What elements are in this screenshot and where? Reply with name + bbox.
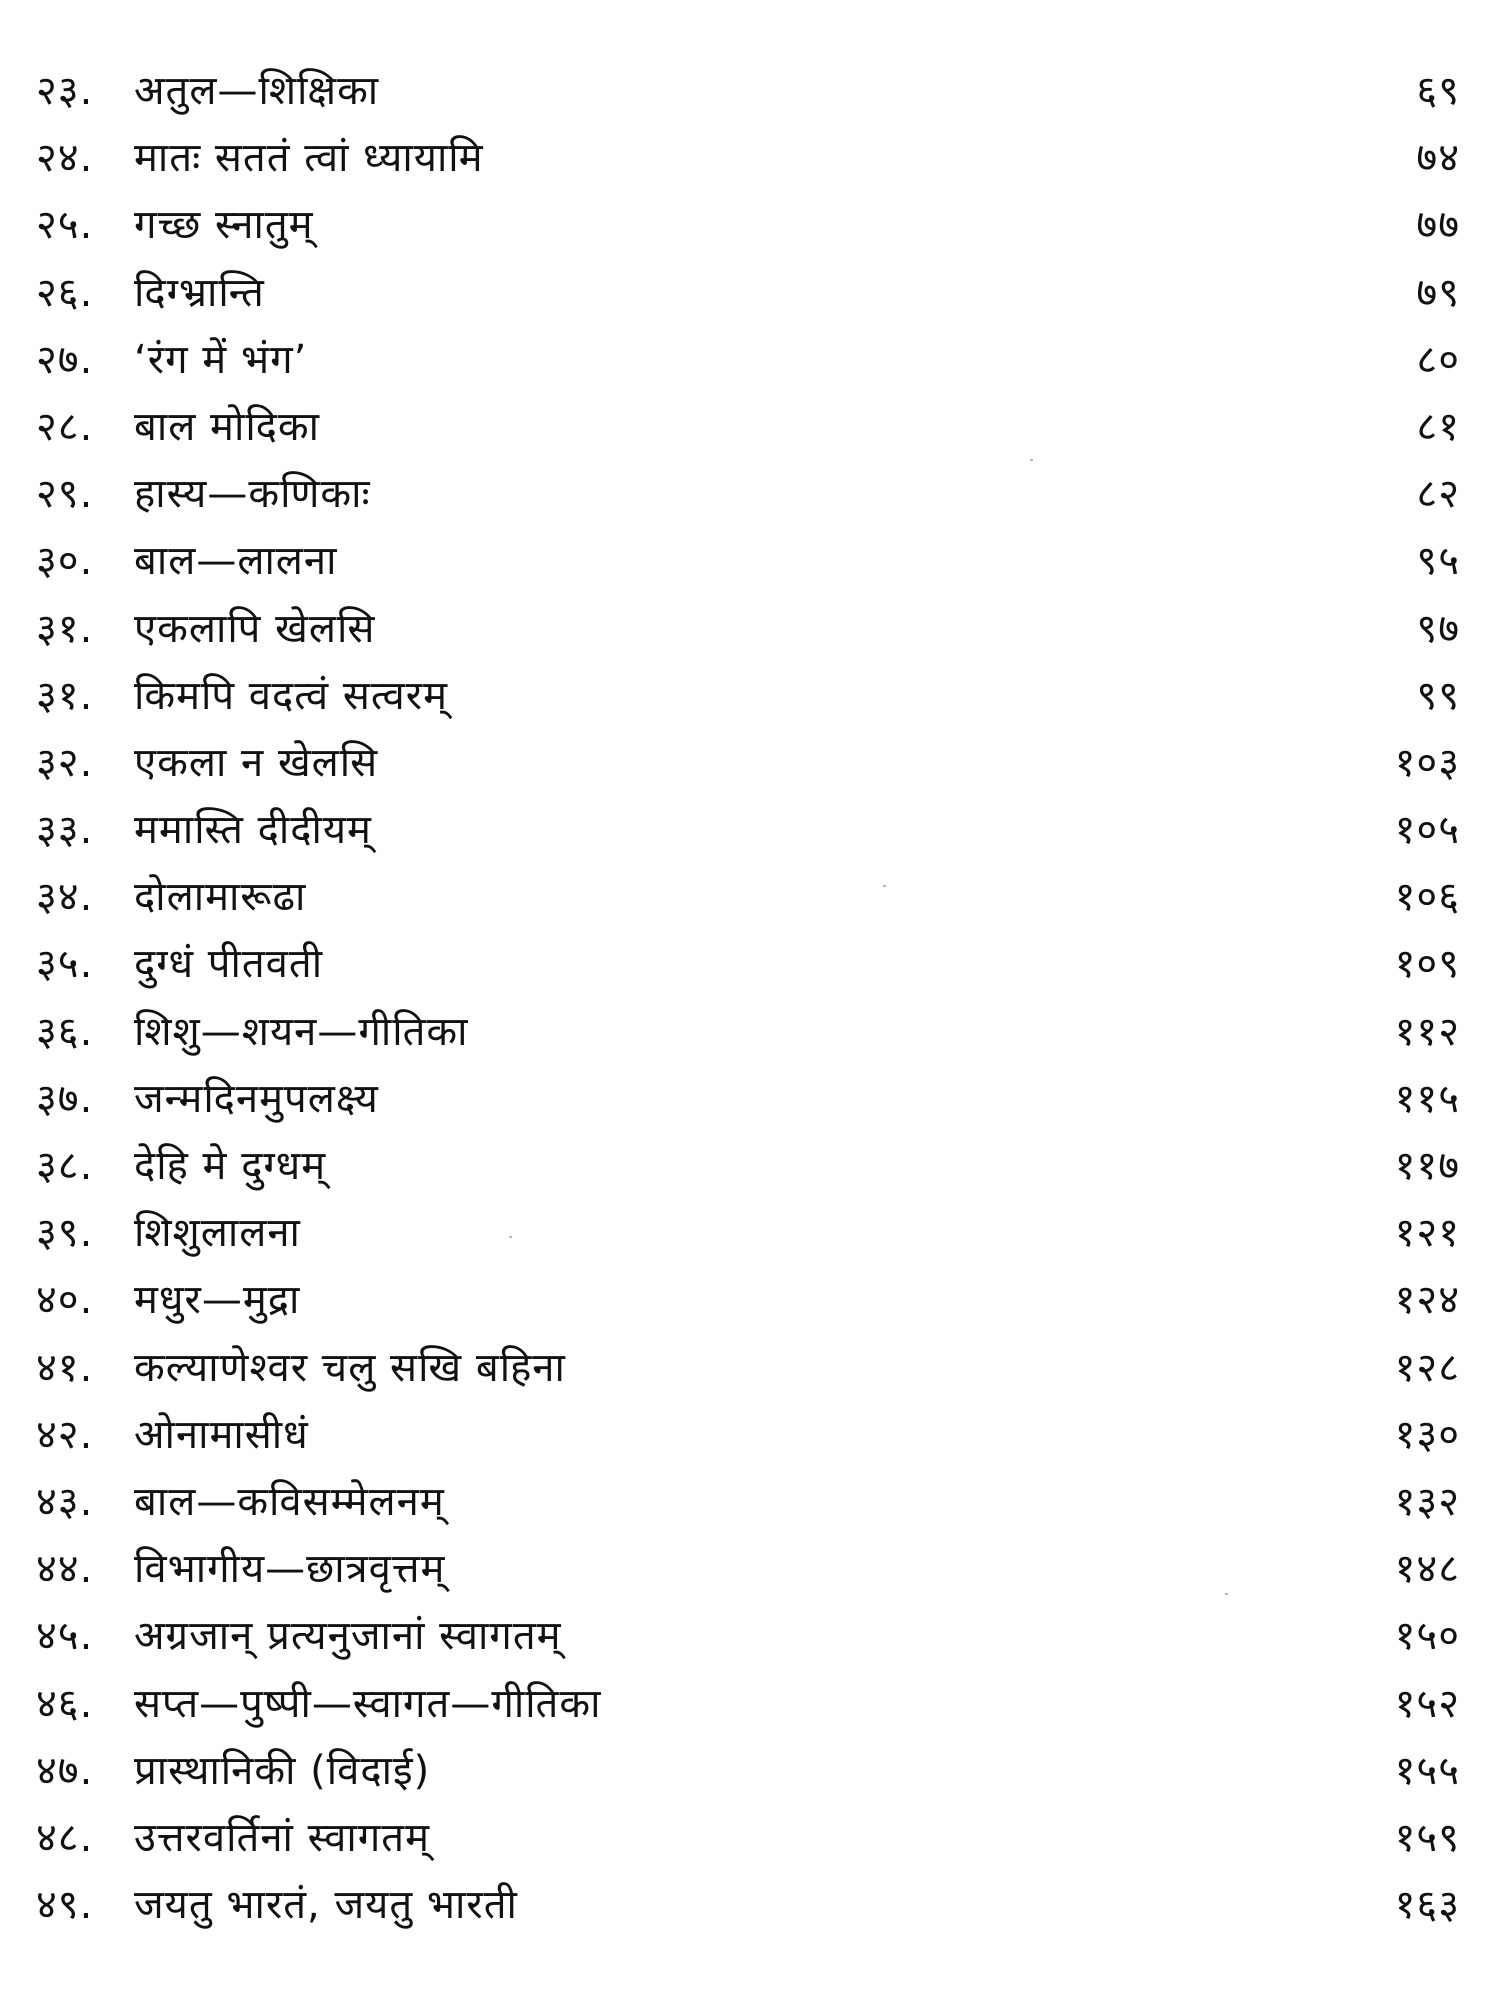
entry-number: ४६. — [36, 1680, 94, 1727]
toc-entry-45[interactable] — [0, 1607, 1500, 1674]
toc-entry-48[interactable] — [0, 1809, 1500, 1876]
entry-number: ३४. — [36, 874, 94, 921]
entry-page-number: १०६ — [1394, 874, 1460, 921]
entry-title: ममास्ति दीदीयम् — [134, 807, 372, 854]
toc-entry-43[interactable] — [0, 1473, 1500, 1540]
entry-title: एकला न खेलसि — [134, 739, 379, 786]
entry-number: ३६. — [36, 1008, 94, 1055]
entry-page-number: १०५ — [1394, 807, 1460, 854]
entry-number: ४५. — [36, 1613, 94, 1660]
entry-title: कल्याणेश्वर चलु सखि बहिना — [134, 1344, 566, 1391]
entry-number: ३३. — [36, 807, 94, 854]
entry-number: २६. — [36, 269, 94, 316]
entry-number: ३२. — [36, 739, 94, 786]
entry-page-number: १०३ — [1394, 739, 1460, 786]
entry-page-number: १३० — [1394, 1411, 1460, 1458]
entry-page-number: ९७ — [1416, 605, 1460, 652]
entry-title: दिग्भ्रान्ति — [134, 269, 265, 316]
entry-page-number: ११७ — [1394, 1143, 1460, 1189]
entry-title: शिशु—शयन—गीतिका — [134, 1008, 469, 1055]
entry-title: बाल—लालना — [134, 538, 338, 585]
entry-number: ४२. — [36, 1411, 94, 1458]
entry-number: ३९. — [36, 1210, 94, 1257]
toc-entry-33[interactable] — [0, 801, 1500, 868]
entry-number: ३८. — [36, 1143, 94, 1189]
toc-entry-26[interactable] — [0, 264, 1500, 331]
entry-title: अग्रजान् प्रत्यनुजानां स्वागतम् — [134, 1613, 562, 1660]
entry-page-number: १२८ — [1394, 1344, 1460, 1391]
entry-number: ४८. — [36, 1814, 94, 1861]
entry-number: ४०. — [36, 1277, 94, 1324]
toc-entry-38[interactable] — [0, 1137, 1500, 1204]
entry-number: ३७. — [36, 1075, 94, 1122]
entry-page-number: १२४ — [1394, 1277, 1460, 1324]
entry-number: २७. — [36, 336, 94, 383]
entry-title: उत्तरवर्तिनां स्वागतम् — [134, 1814, 430, 1861]
toc-entry-39[interactable] — [0, 1204, 1500, 1271]
entry-page-number: १५५ — [1394, 1747, 1460, 1794]
toc-entry-44[interactable] — [0, 1540, 1500, 1607]
entry-page-number: ११५ — [1394, 1075, 1460, 1122]
entry-title: शिशुलालना — [134, 1210, 301, 1257]
entry-page-number: १०९ — [1394, 941, 1460, 988]
entry-title: मधुर—मुद्रा — [134, 1277, 301, 1324]
toc-entry-35[interactable] — [0, 935, 1500, 1002]
entry-page-number: ९९ — [1416, 672, 1460, 719]
entry-title: देहि मे दुग्धम् — [134, 1143, 327, 1189]
entry-title: जन्मदिनमुपलक्ष्य — [134, 1075, 379, 1122]
entry-number: ३५. — [36, 941, 94, 988]
entry-page-number: ७४ — [1416, 135, 1460, 182]
toc-entry-36[interactable] — [0, 1003, 1500, 1070]
entry-title: प्रास्थानिकी (विदाई) — [134, 1747, 431, 1794]
toc-entry-24[interactable] — [0, 129, 1500, 196]
entry-page-number: १५० — [1394, 1613, 1460, 1660]
entry-title: जयतु भारतं, जयतु भारती — [134, 1882, 518, 1929]
entry-title: बाल मोदिका — [134, 403, 320, 450]
entry-page-number: १६३ — [1394, 1882, 1460, 1929]
toc-entry-42[interactable] — [0, 1406, 1500, 1473]
entry-page-number: ७७ — [1416, 202, 1460, 249]
entry-title: बाल—कविसम्मेलनम् — [134, 1478, 445, 1525]
entry-page-number: ९५ — [1416, 538, 1460, 585]
entry-number: ३१. — [36, 605, 94, 652]
entry-title: ओनामासीधं — [134, 1411, 309, 1458]
entry-number: ४१. — [36, 1344, 94, 1391]
entry-page-number: १५९ — [1394, 1814, 1460, 1861]
entry-number: ४९. — [36, 1882, 94, 1929]
entry-page-number: ८२ — [1416, 471, 1460, 518]
entry-number: २४. — [36, 135, 94, 182]
entry-title: गच्छ स्नातुम् — [134, 202, 314, 249]
scan-speck — [1225, 1593, 1228, 1595]
toc-entry-47[interactable] — [0, 1742, 1500, 1809]
entry-title: हास्य—कणिकाः — [134, 471, 371, 518]
table-of-contents — [0, 62, 1500, 1943]
toc-entry-27[interactable] — [0, 331, 1500, 398]
entry-title: विभागीय—छात्रवृत्तम् — [134, 1546, 446, 1593]
toc-entry-40[interactable] — [0, 1271, 1500, 1338]
toc-entry-28[interactable] — [0, 398, 1500, 465]
toc-entry-34[interactable] — [0, 868, 1500, 935]
toc-entry-32[interactable] — [0, 734, 1500, 801]
entry-number: ३०. — [36, 538, 94, 585]
entry-page-number: ६९ — [1416, 68, 1460, 114]
entry-page-number: ११२ — [1394, 1008, 1460, 1055]
entry-page-number: १४८ — [1394, 1546, 1460, 1593]
entry-number: २३. — [36, 68, 94, 114]
entry-number: २८. — [36, 403, 94, 450]
entry-page-number: ८० — [1416, 336, 1460, 383]
toc-entry-46[interactable] — [0, 1675, 1500, 1742]
scan-speck — [1030, 459, 1033, 461]
scan-speck — [883, 885, 886, 887]
entry-page-number: १५२ — [1394, 1680, 1460, 1727]
toc-entry-29[interactable] — [0, 465, 1500, 532]
toc-entry-31b[interactable] — [0, 667, 1500, 734]
toc-entry-37[interactable] — [0, 1070, 1500, 1137]
entry-title: दोलामारूढा — [134, 874, 307, 921]
entry-title: मातः सततं त्वां ध्यायामि — [134, 135, 484, 182]
entry-title: किमपि वदत्वं सत्वरम् — [134, 672, 448, 719]
entry-title: ‘रंग में भंग’ — [134, 336, 308, 383]
scan-speck — [509, 1236, 512, 1238]
entry-number: २९. — [36, 471, 94, 518]
entry-title: दुग्धं पीतवती — [134, 941, 324, 988]
entry-page-number: १३२ — [1394, 1478, 1460, 1525]
toc-entry-25[interactable] — [0, 196, 1500, 263]
entry-number: ४७. — [36, 1747, 94, 1794]
toc-entry-23[interactable] — [0, 62, 1500, 129]
entry-title: एकलापि खेलसि — [134, 605, 376, 652]
entry-page-number: ७९ — [1416, 269, 1460, 316]
toc-entry-41[interactable] — [0, 1339, 1500, 1406]
entry-title: अतुल—शिक्षिका — [134, 68, 380, 114]
entry-title: सप्त—पुष्पी—स्वागत—गीतिका — [134, 1680, 602, 1727]
toc-entry-31a[interactable] — [0, 600, 1500, 667]
entry-page-number: १२१ — [1394, 1210, 1460, 1257]
entry-number: ४३. — [36, 1478, 94, 1525]
toc-entry-49[interactable] — [0, 1876, 1500, 1943]
entry-number: २५. — [36, 202, 94, 249]
entry-number: ३१. — [36, 672, 94, 719]
entry-page-number: ८१ — [1416, 403, 1460, 450]
entry-number: ४४. — [36, 1546, 94, 1593]
toc-entry-30[interactable] — [0, 532, 1500, 599]
